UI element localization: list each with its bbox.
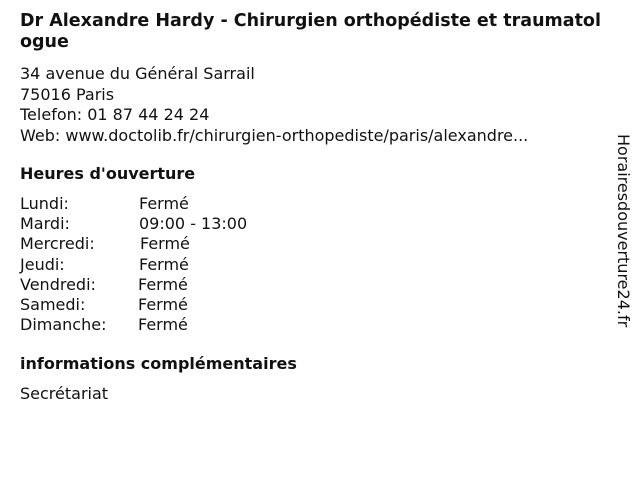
hours-row-tuesday: [20, 214, 247, 234]
day-hours: 09:00 - 13:00: [139, 214, 248, 234]
day-label: Lundi:: [20, 194, 69, 213]
day-hours: Fermé: [138, 274, 188, 294]
day-hours: Fermé: [138, 295, 188, 315]
hours-row-monday: [20, 194, 247, 214]
opening-hours-table: [20, 194, 247, 335]
phone-line: Telefon: 01 87 44 24 24: [20, 105, 210, 124]
site-watermark: Horairesdouverture24.fr: [614, 134, 633, 328]
day-label: Dimanche:: [20, 315, 107, 335]
hours-row-sunday: [20, 315, 247, 335]
day-hours: Fermé: [139, 254, 189, 274]
day-hours: Fermé: [138, 315, 188, 335]
page-title: Dr Alexandre Hardy - Chirurgien orthopédiste et traumatologue: [20, 11, 601, 52]
contact-info: [20, 64, 528, 146]
hours-row-thursday: [20, 255, 247, 275]
hours-row-wednesday: [20, 234, 247, 254]
opening-hours-heading: Heures d'ouverture: [20, 164, 196, 183]
address-line: 34 avenue du Général Sarrail: [20, 64, 255, 83]
additional-info-text: Secrétariat: [20, 384, 109, 403]
day-hours: Fermé: [140, 234, 190, 254]
day-label: Samedi:: [20, 295, 86, 315]
day-hours: Fermé: [139, 194, 189, 213]
day-label: Mercredi:: [20, 234, 95, 254]
hours-row-saturday: [20, 295, 247, 315]
day-label: Mardi:: [20, 214, 70, 234]
additional-info-heading: informations complémentaires: [20, 354, 297, 373]
website-line: Web: www.doctolib.fr/chirurgien-orthopediste/paris/alexandre...: [20, 125, 529, 145]
day-label: Vendredi:: [20, 274, 96, 294]
day-label: Jeudi:: [20, 254, 65, 274]
city-line: 75016 Paris: [20, 84, 115, 104]
hours-row-friday: [20, 275, 247, 295]
